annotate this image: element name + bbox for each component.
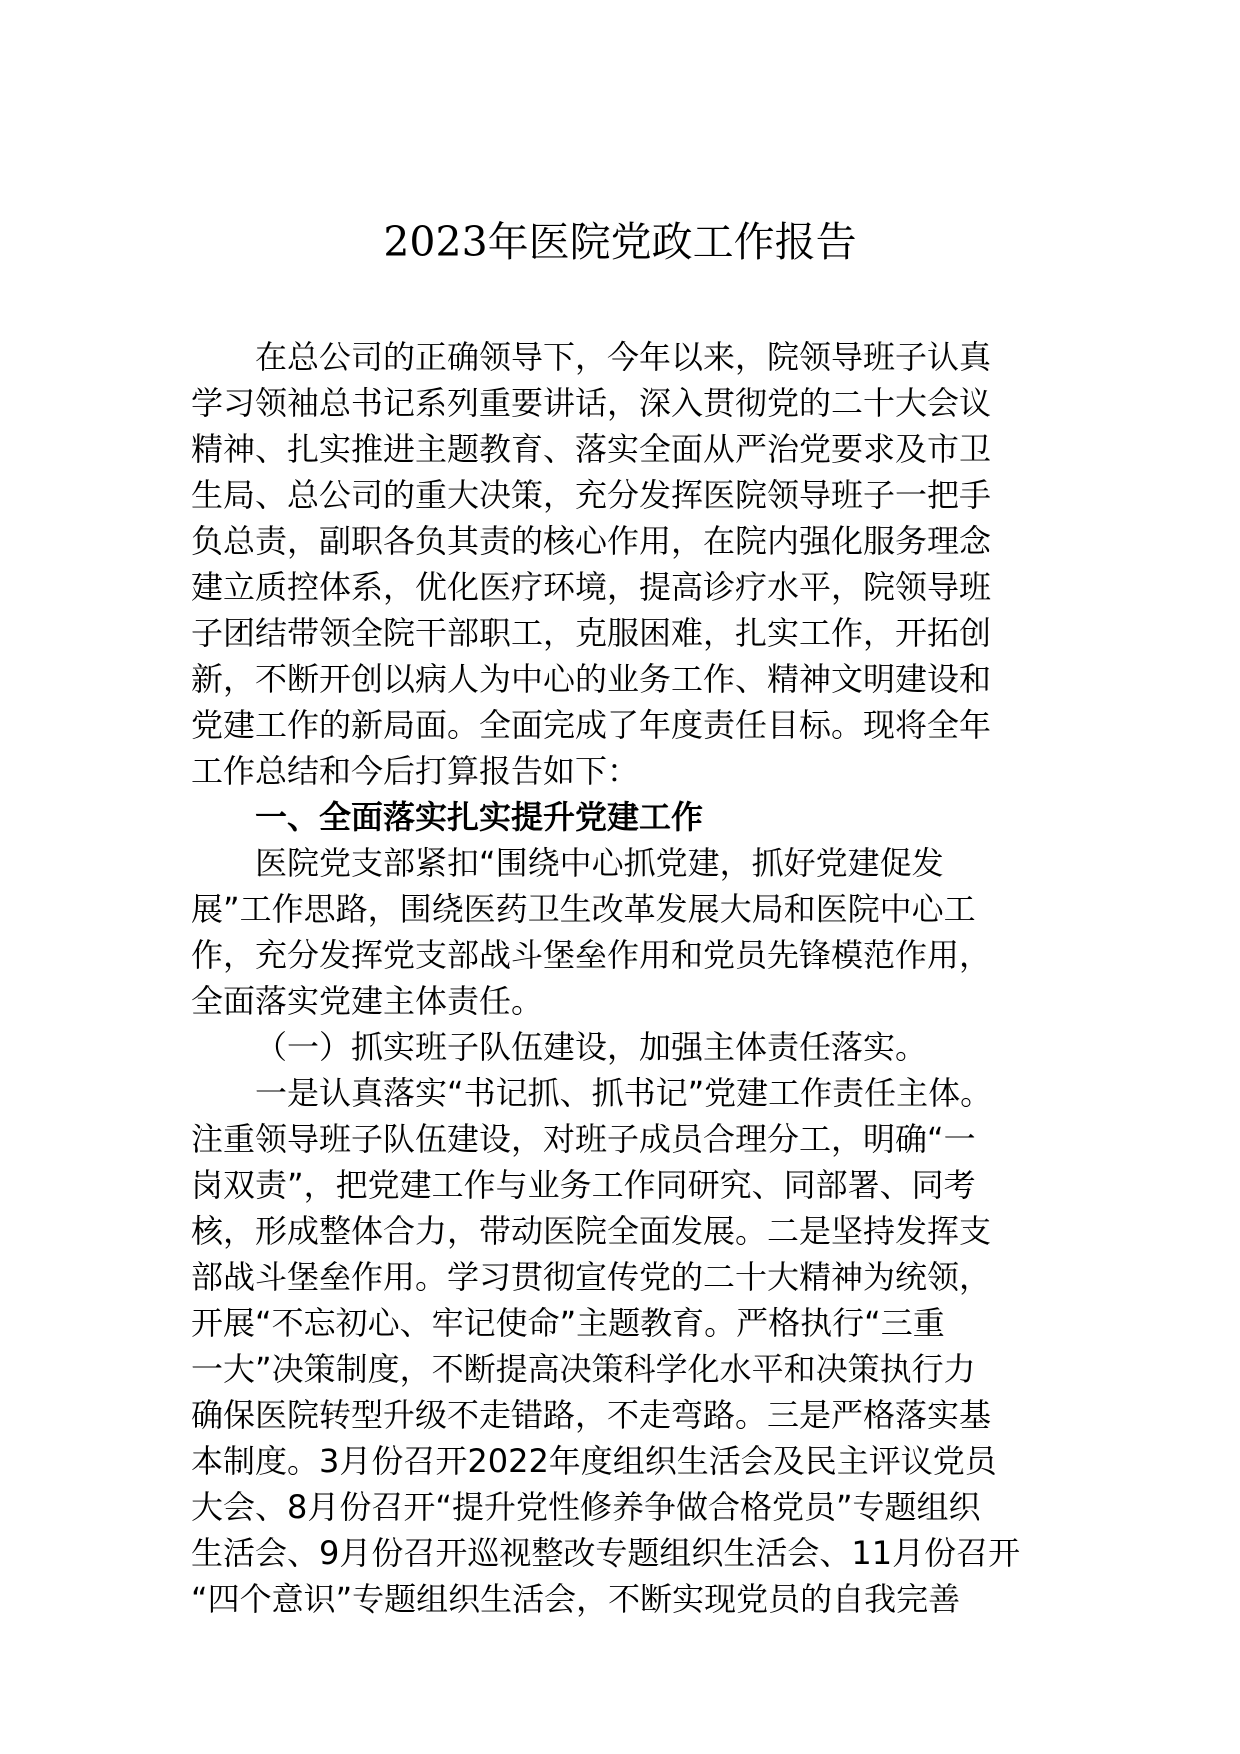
body-text-line: 新，不断开创以病人为中心的业务工作、精神文明建设和 xyxy=(191,660,992,698)
body-text-line: 一大”决策制度，不断提高决策科学化水平和决策执行力 xyxy=(191,1350,976,1388)
body-text-line: 本制度。3月份召开2022年度组织生活会及民主评议党员 xyxy=(191,1442,997,1480)
body-text-line: 岗双责”，把党建工作与业务工作同研究、同部署、同考 xyxy=(191,1166,976,1204)
body-text-line: 党建工作的新局面。全面完成了年度责任目标。现将全年 xyxy=(191,706,992,744)
body-text-line: “四个意识”专题组织生活会，不断实现党员的自我完善 xyxy=(191,1580,961,1618)
body-text-line: 大会、8月份召开“提升党性修养争做合格党员”专题组织 xyxy=(191,1488,981,1526)
body-text-line: 建立质控体系，优化医疗环境，提高诊疗水平，院领导班 xyxy=(191,568,992,606)
document-body xyxy=(191,334,1051,1622)
body-text-line: 确保医院转型升级不走错路，不走弯路。三是严格落实基 xyxy=(191,1396,992,1434)
section-heading: 一、全面落实扎实提升党建工作 xyxy=(255,798,704,836)
body-text-line: 学习领袖总书记系列重要讲话，深入贯彻党的二十大会议 xyxy=(191,384,992,422)
body-text-line: 核，形成整体合力，带动医院全面发展。二是坚持发挥支 xyxy=(191,1212,992,1250)
body-text-line: 全面落实党建主体责任。 xyxy=(191,982,544,1020)
document-title: 2023年医院党政工作报告 xyxy=(383,218,857,266)
body-text-line: 部战斗堡垒作用。学习贯彻宣传党的二十大精神为统领， xyxy=(191,1258,992,1296)
body-text-line: 医院党支部紧扣“围绕中心抓党建，抓好党建促发 xyxy=(255,844,944,882)
body-text-line: 展”工作思路，围绕医药卫生改革发展大局和医院中心工 xyxy=(191,890,976,928)
body-text-line: （一）抓实班子队伍建设，加强主体责任落实。 xyxy=(255,1028,928,1066)
body-text-line: 工作总结和今后打算报告如下： xyxy=(191,752,640,790)
body-text-line: 开展“不忘初心、牢记使命”主题教育。严格执行“三重 xyxy=(191,1304,945,1342)
body-text-line: 在总公司的正确领导下，今年以来，院领导班子认真 xyxy=(255,338,992,376)
body-text-line: 精神、扎实推进主题教育、落实全面从严治党要求及市卫 xyxy=(191,430,992,468)
body-text-line: 作，充分发挥党支部战斗堡垒作用和党员先锋模范作用， xyxy=(191,936,992,974)
body-text-line: 注重领导班子队伍建设，对班子成员合理分工，明确“一 xyxy=(191,1120,976,1158)
body-text-line: 生活会、9月份召开巡视整改专题组织生活会、11月份召开 xyxy=(191,1534,1021,1572)
body-text-line: 子团结带领全院干部职工，克服困难，扎实工作，开拓创 xyxy=(191,614,992,652)
body-text-line: 一是认真落实“书记抓、抓书记”党建工作责任主体。 xyxy=(255,1074,993,1112)
body-text-line: 负总责，副职各负其责的核心作用，在院内强化服务理念 xyxy=(191,522,992,560)
body-text-line: 生局、总公司的重大决策，充分发挥医院领导班子一把手 xyxy=(191,476,992,514)
